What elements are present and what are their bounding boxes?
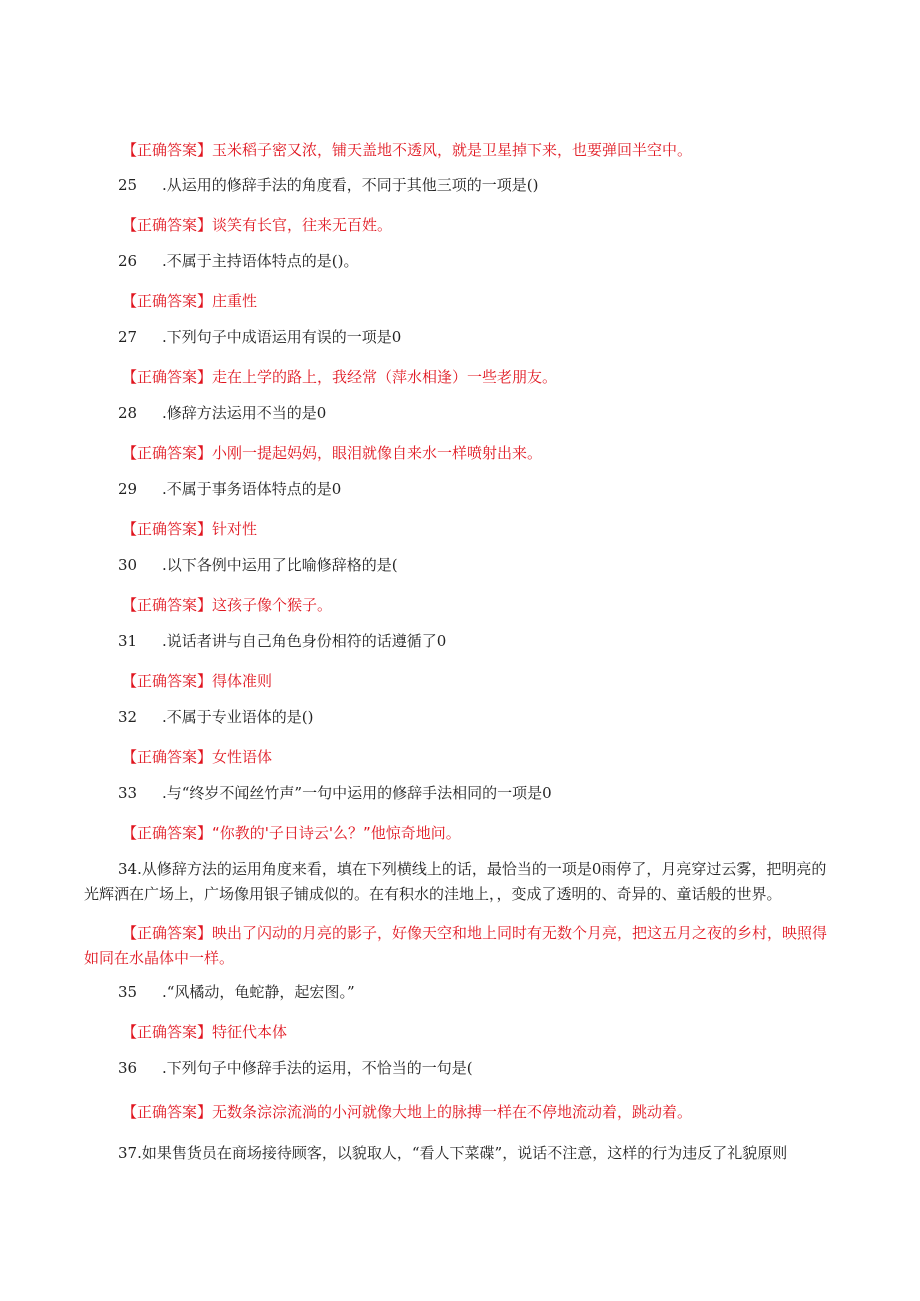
question-text: .“风橘动，龟蛇静，起宏图。”	[162, 983, 355, 1001]
question-number: 28	[118, 404, 138, 422]
answer-line	[122, 669, 852, 693]
answer-label: 【正确答案】	[122, 520, 213, 538]
question-number: 29	[118, 480, 138, 498]
answer-label: 【正确答案】	[122, 216, 213, 234]
answer-text: 针对性	[212, 520, 258, 538]
answer-label: 【正确答案】	[122, 824, 213, 842]
question-text: .与“终岁不闻丝竹声”一句中运用的修辞手法相同的一项是0	[162, 784, 552, 802]
answer-label: 【正确答案】	[122, 368, 213, 386]
answer-label: 【正确答案】	[122, 748, 213, 766]
answer-text: “你教的'子日诗云'么？”他惊奇地问。	[212, 824, 461, 842]
answer-line	[122, 745, 852, 769]
answer-line	[122, 1100, 852, 1124]
answer-text: 得体准则	[212, 672, 273, 690]
answer-label: 【正确答案】	[122, 444, 213, 462]
question-number: 27	[118, 328, 138, 346]
question-number: 30	[118, 556, 138, 574]
answer-text: 女性语体	[212, 748, 273, 766]
answer-text: 这孩子像个猴子。	[212, 596, 333, 614]
answer-line	[122, 213, 852, 237]
answer-text: 谈笑有长官，往来无百姓。	[212, 216, 393, 234]
answer-line	[122, 821, 852, 845]
answer-line	[122, 1020, 852, 1044]
answer-label: 【正确答案】	[122, 141, 213, 159]
question-line	[118, 1141, 878, 1165]
question-text: .说话者讲与自己角色身份相符的话遵循了0	[162, 632, 447, 650]
question-number: 33	[118, 784, 138, 802]
question-text: .从运用的修辞手法的角度看，不同于其他三项的一项是()	[162, 176, 539, 194]
question-number: 31	[118, 632, 138, 650]
answer-line	[122, 289, 852, 313]
answer-text: 玉米稻子密又浓，铺天盖地不透风，就是卫星掉下来，也要弹回半空中。	[212, 141, 693, 159]
answer-text: 映出了闪动的月亮的影子，好像天空和地上同时有无数个月亮，把这五月之夜的乡村，映照得如同在水晶体中一样。	[84, 924, 828, 967]
question-number: 26	[118, 252, 138, 270]
question-text: .不属于事务语体特点的是0	[162, 480, 342, 498]
answer-line	[122, 138, 852, 162]
question-text: .以下各例中运用了比喻修辞格的是(	[162, 556, 398, 574]
answer-text: 无数条淙淙流淌的小河就像大地上的脉搏一样在不停地流动着，跳动着。	[212, 1103, 693, 1121]
question-number: 35	[118, 983, 138, 1001]
question-text: .不属于专业语体的是()	[162, 708, 314, 726]
question-text: .下列句子中成语运用有误的一项是0	[162, 328, 402, 346]
question-number: 25	[118, 176, 138, 194]
answer-text: 小刚一提起妈妈，眼泪就像自来水一样喷射出来。	[212, 444, 543, 462]
answer-line	[122, 517, 852, 541]
question-number: 32	[118, 708, 138, 726]
answer-label: 【正确答案】	[122, 1103, 213, 1121]
question-text: .下列句子中修辞手法的运用，不恰当的一句是(	[162, 1059, 473, 1077]
question-paragraph	[84, 857, 836, 907]
answer-label: 【正确答案】	[122, 924, 213, 942]
answer-label: 【正确答案】	[122, 1023, 213, 1041]
answer-label: 【正确答案】	[122, 292, 213, 310]
answer-line	[122, 593, 852, 617]
question-text: .不属于主持语体特点的是()。	[162, 252, 359, 270]
answer-text: 庄重性	[212, 292, 258, 310]
question-number: 36	[118, 1059, 138, 1077]
answer-text: 特征代本体	[212, 1023, 288, 1041]
answer-paragraph	[84, 921, 836, 971]
question-text: .修辞方法运用不当的是0	[162, 404, 327, 422]
question-text: 37.如果售货员在商场接待顾客，以貌取人，“看人下菜碟”，说话不注意，这样的行为违反了礼貌原则	[118, 1144, 788, 1162]
answer-label: 【正确答案】	[122, 672, 213, 690]
question-text: 34.从修辞方法的运用角度来看，填在下列横线上的话，最恰当的一项是0雨停了，月亮穿过云雾，把明亮的光辉洒在广场上，广场像用银子铺成似的。在有积水的洼地上，，变成了透明的、奇异的、童话般的世界。	[84, 860, 827, 903]
answer-line	[122, 441, 852, 465]
answer-label: 【正确答案】	[122, 596, 213, 614]
answer-line	[122, 365, 852, 389]
answer-text: 走在上学的路上，我经常（萍水相逢）一些老朋友。	[212, 368, 558, 386]
